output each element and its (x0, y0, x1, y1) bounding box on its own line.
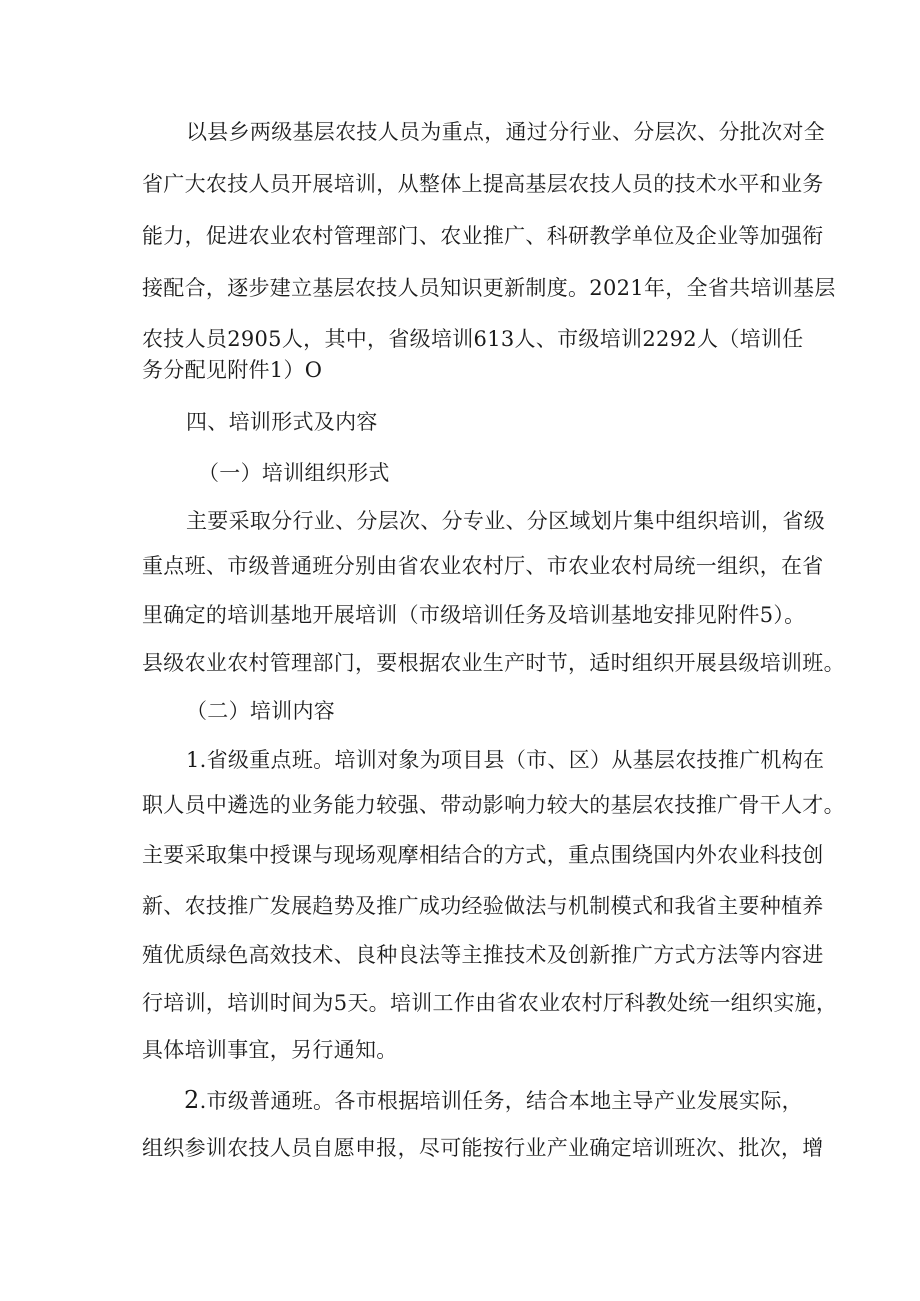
subsection-heading: （一）培训组织形式 (198, 461, 390, 485)
section-heading: 四、培训形式及内容 (186, 410, 378, 434)
paragraph-line: 主要采取分行业、分层次、分专业、分区域划片集中组织培训，省级 (186, 509, 825, 533)
paragraph-line: 里确定的培训基地开展培训（市级培训任务及培训基地安排见附件5）。 (142, 603, 806, 627)
paragraph-line: 殖优质绿色高效技术、良种良法等主推技术及创新推广方式方法等内容进 (142, 943, 824, 967)
subsection-heading: （二）培训内容 (186, 699, 336, 723)
paragraph-line: 重点班、市级普通班分别由省农业农村厅、市农业农村局统一组织，在省 (142, 554, 824, 578)
paragraph-line: 农技人员2905人，其中，省级培训613人、市级培训2292人（培训任 (142, 327, 804, 351)
paragraph-line: 1.省级重点班。培训对象为项目县（市、区）从基层农技推广机构在 (186, 748, 825, 772)
paragraph-line: 以县乡两级基层农技人员为重点，通过分行业、分层次、分批次对全 (186, 120, 825, 144)
paragraph-line: 行培训，培训时间为5天。培训工作由省农业农村厅科教处统一组织实施， (142, 991, 838, 1015)
paragraph-line: 主要采取集中授课与现场观摩相结合的方式，重点围绕国内外农业科技创 (142, 843, 824, 867)
paragraph-line (184, 1085, 803, 1116)
paragraph-line: 接配合，逐步建立基层农技人员知识更新制度。2021年，全省共培训基层 (142, 276, 836, 300)
paragraph-line: 能力，促进农业农村管理部门、农业推广、科研教学单位及企业等加强衔 (142, 224, 824, 248)
list-text: .市级普通班。各市根据培训任务，结合本地主导产业发展实际， (199, 1089, 803, 1113)
paragraph-line: 职人员中遴选的业务能力较强、带动影响力较大的基层农技推广骨干人才。 (142, 793, 845, 817)
paragraph-line: 组织参训农技人员自愿申报，尽可能按行业产业确定培训班次、批次，增 (142, 1136, 824, 1160)
list-number: 2 (184, 1086, 200, 1114)
paragraph-line: 县级农业农村管理部门，要根据农业生产时节，适时组织开展县级培训班。 (142, 651, 845, 675)
paragraph-line: 新、农技推广发展趋势及推广成功经验做法与机制模式和我省主要种植养 (142, 894, 824, 918)
paragraph-line: 务分配见附件1）O (142, 358, 323, 382)
paragraph-line: 具体培训事宜，另行通知。 (142, 1038, 398, 1062)
paragraph-line: 省广大农技人员开展培训，从整体上提高基层农技人员的技术水平和业务 (142, 172, 824, 196)
